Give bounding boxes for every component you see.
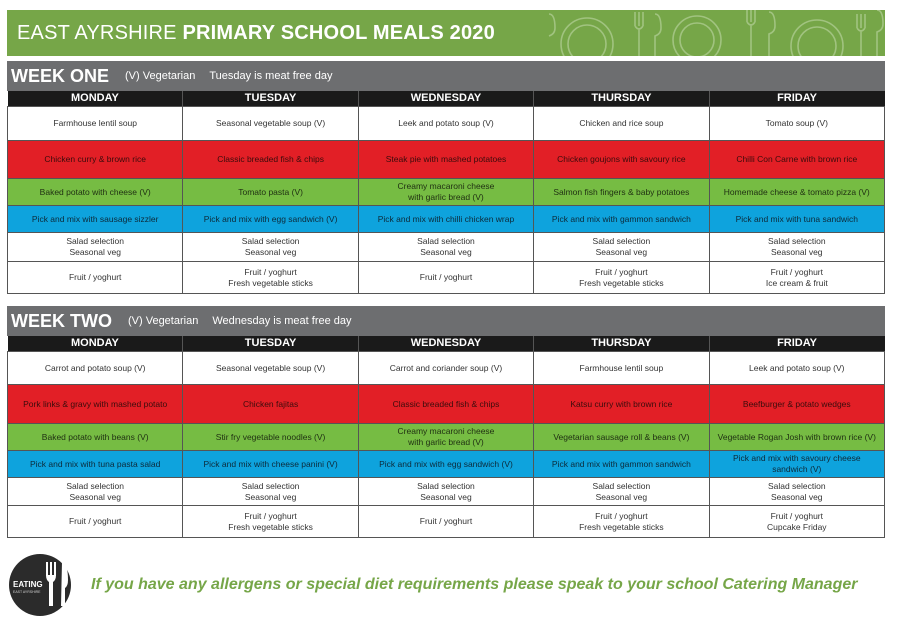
day-header-wednesday: WEDNESDAY [358,91,533,107]
menu-item-text: Farmhouse lentil soup [53,118,138,128]
menu-item-tuesday [183,141,358,179]
menu-row [8,179,885,206]
logo-subtext: EAST AYRSHIRE [13,590,41,594]
menu-item-text: Chicken fajitas [242,398,299,409]
day-header-tuesday: TUESDAY [183,336,358,352]
menu-item-monday [8,107,183,141]
menu-row [8,141,885,179]
menu-item-text: Seasonal veg [420,247,472,257]
menu-row [8,233,885,262]
menu-item-text: Salad selection [417,480,475,491]
menu-item-friday [709,424,884,451]
menu-item-text: Vegetable Rogan Josh with brown rice (V) [717,431,876,442]
menu-item-text: Chilli Con Carne with brown rice [736,154,858,164]
menu-item-tuesday [183,206,358,233]
menu-item-text: Vegetarian sausage roll & beans (V) [553,431,690,442]
week-two-menu-table [7,336,885,538]
menu-item-text: Pick and mix with tuna pasta salad [29,458,161,469]
menu-item-text: Farmhouse lentil soup [579,362,664,373]
menu-item-text: Fruit / yoghurt [244,266,297,277]
menu-row [8,107,885,141]
menu-item-friday [709,385,884,424]
menu-item-text: Salad selection [241,236,300,246]
vegetarian-key: (V) Vegetarian [125,70,196,82]
menu-item-text: Baked potato with beans (V) [41,431,149,442]
menu-item-friday [709,506,884,538]
menu-item-text: Pick and mix with gammon sandwich [551,213,691,224]
menu-item-tuesday [183,506,358,538]
menu-item-text: Salad selection [66,236,125,246]
menu-item-text: Fruit / yoghurt [770,510,823,521]
day-header-tuesday: TUESDAY [183,91,358,107]
meat-free-note: Tuesday is meat free day [209,70,333,82]
menu-item-text: Pork links & gravy with mashed potato [23,398,168,409]
menu-row [8,352,885,385]
menu-item-monday [8,179,183,206]
menu-item-text: Salmon fish fingers & baby potatoes [553,186,690,197]
day-header-friday: FRIDAY [709,91,884,107]
menu-item-text: Fresh vegetable sticks [579,521,664,532]
menu-item-text: Fruit / yoghurt [244,510,297,521]
menu-item-friday [709,206,884,233]
menu-item-friday [709,478,884,506]
week-title: WEEK ONE [11,65,110,86]
week-one-section [7,61,885,294]
menu-item-text: Seasonal veg [420,491,472,502]
menu-item-text: Salad selection [241,480,300,491]
menu-item-thursday [534,206,709,233]
week-one-menu-table [7,91,885,294]
menu-row [8,506,885,538]
menu-item-text: Steak pie with mashed potatoes [385,154,507,164]
menu-item-thursday [534,107,709,141]
menu-item-text: Classic breaded fish & chips [392,398,500,409]
menu-item-text: Fruit / yoghurt [595,510,648,521]
page-title-bold: PRIMARY SCHOOL MEALS 2020 [182,22,495,44]
menu-item-text: Fruit / yoghurt [68,516,122,526]
menu-item-text: Fresh vegetable sticks [228,277,313,288]
menu-item-wednesday [358,262,533,294]
menu-item-thursday [534,478,709,506]
menu-item-text: Seasonal veg [244,247,297,257]
menu-item-friday [709,262,884,294]
menu-item-text: Fruit / yoghurt [419,272,473,282]
menu-item-text: sandwich (V) [772,464,822,474]
allergen-notice: If you have any allergens or special diet requirements please speak to your school Catering Manager [91,576,858,593]
menu-item-thursday [534,424,709,451]
menu-item-text: Fresh vegetable sticks [228,521,313,532]
menu-item-tuesday [183,352,358,385]
menu-item-wednesday [358,352,533,385]
menu-item-thursday [534,179,709,206]
menu-item-text: Chicken and rice soup [579,118,664,128]
menu-item-text: Ice cream & fruit [765,277,828,288]
menu-item-tuesday [183,424,358,451]
menu-item-monday [8,141,183,179]
menu-item-monday [8,385,183,424]
header-banner [7,10,885,56]
menu-item-monday [8,352,183,385]
menu-item-wednesday [358,424,533,451]
menu-item-friday [709,451,884,478]
week-header [7,61,885,91]
menu-item-text: Seasonal veg [595,247,648,257]
menu-item-thursday [534,385,709,424]
menu-item-friday [709,179,884,206]
menu-row [8,424,885,451]
meat-free-note: Wednesday is meat free day [212,315,352,327]
menu-row [8,385,885,424]
menu-item-text: Creamy macaroni cheese [397,426,495,436]
logo-text: EATING [13,580,43,589]
menu-item-thursday [534,352,709,385]
menu-row [8,478,885,506]
menu-item-text: Leek and potato soup (V) [749,362,845,373]
week-title: WEEK TWO [11,310,112,331]
week-header [7,306,885,336]
menu-item-text: Homemade cheese & tomato pizza (V) [723,186,870,197]
menu-item-text: Fresh vegetable sticks [579,277,664,288]
menu-item-wednesday [358,179,533,206]
menu-item-wednesday [358,451,533,478]
menu-item-monday [8,451,183,478]
menu-item-thursday [534,451,709,478]
menu-item-text: with garlic bread (V) [408,437,484,447]
menu-item-text: Creamy macaroni cheese [397,181,495,191]
vegetarian-key: (V) Vegetarian [128,315,199,327]
menu-item-text: Seasonal vegetable soup (V) [216,118,326,128]
cutlery-pattern-icon [547,10,885,56]
day-header-row [8,336,885,352]
menu-item-tuesday [183,233,358,262]
menu-item-text: Fruit / yoghurt [419,516,473,526]
day-header-monday: MONDAY [8,336,183,352]
menu-item-text: Tomato soup (V) [765,118,828,128]
menu-item-text: Salad selection [66,480,125,491]
menu-item-text: Chicken curry & brown rice [44,154,146,164]
day-header-monday: MONDAY [8,91,183,107]
menu-item-text: Fruit / yoghurt [770,266,823,277]
menu-item-friday [709,141,884,179]
menu-item-text: Stir fry vegetable noodles (V) [215,431,326,442]
menu-item-text: Pick and mix with cheese panini (V) [203,458,338,469]
menu-item-text: Salad selection [592,236,651,246]
menu-item-monday [8,233,183,262]
menu-item-text: Salad selection [592,480,651,491]
menu-item-thursday [534,233,709,262]
menu-item-monday [8,206,183,233]
menu-item-text: Baked potato with cheese (V) [39,186,151,197]
menu-item-friday [709,107,884,141]
menu-item-text: Fruit / yoghurt [68,272,122,282]
menu-item-monday [8,424,183,451]
menu-row [8,262,885,294]
menu-item-thursday [534,262,709,294]
menu-item-text: Chicken goujons with savoury rice [557,154,686,164]
menu-item-text: Carrot and coriander soup (V) [389,362,503,373]
menu-item-text: Cupcake Friday [767,521,827,532]
page-title-regular: EAST AYRSHIRE [17,22,183,44]
menu-item-text: Pick and mix with sausage sizzler [31,213,159,224]
menu-item-tuesday [183,107,358,141]
menu-item-monday [8,506,183,538]
menu-item-text: Beefburger & potato wedges [742,398,851,409]
menu-item-wednesday [358,107,533,141]
menu-item-tuesday [183,451,358,478]
menu-item-text: Tomato pasta (V) [238,186,303,197]
day-header-row [8,91,885,107]
week-two-section [7,306,885,538]
menu-item-text: Fruit / yoghurt [595,266,648,277]
menu-item-text: Salad selection [417,236,475,246]
menu-item-thursday [534,141,709,179]
menu-item-text: Pick and mix with tuna sandwich [735,213,858,224]
menu-item-text: Seasonal veg [69,491,121,502]
menu-item-wednesday [358,206,533,233]
menu-item-text: Pick and mix with egg sandwich (V) [379,458,513,469]
menu-item-wednesday [358,506,533,538]
day-header-thursday: THURSDAY [534,336,709,352]
menu-item-text: Leek and potato soup (V) [398,118,494,128]
menu-item-tuesday [183,179,358,206]
menu-item-text: Carrot and potato soup (V) [44,362,146,373]
menu-item-wednesday [358,141,533,179]
menu-item-tuesday [183,478,358,506]
menu-item-text: Seasonal veg [69,247,121,257]
page-title [17,22,495,45]
menu-item-monday [8,262,183,294]
menu-item-tuesday [183,385,358,424]
menu-item-thursday [534,506,709,538]
menu-item-wednesday [358,233,533,262]
menu-item-tuesday [183,262,358,294]
day-header-wednesday: WEDNESDAY [358,336,533,352]
eating-east-ayrshire-logo [7,552,77,618]
menu-item-text: Pick and mix with chilli chicken wrap [377,213,515,224]
menu-item-friday [709,352,884,385]
day-header-friday: FRIDAY [709,336,884,352]
menu-item-wednesday [358,478,533,506]
menu-item-text: Katsu curry with brown rice [570,398,673,409]
menu-item-friday [709,233,884,262]
menu-item-text: Classic breaded fish & chips [217,154,324,164]
menu-item-text: Seasonal veg [595,491,648,502]
menu-item-text: Salad selection [767,480,826,491]
day-header-thursday: THURSDAY [534,91,709,107]
menu-item-text: Seasonal veg [771,491,823,502]
menu-item-text: Pick and mix with egg sandwich (V) [203,213,338,224]
menu-item-text: Seasonal vegetable soup (V) [216,362,326,373]
menu-item-text: Seasonal veg [771,247,823,257]
menu-item-monday [8,478,183,506]
menu-row [8,451,885,478]
menu-item-text: Seasonal veg [244,491,297,502]
menu-item-text: with garlic bread (V) [408,192,484,202]
menu-row [8,206,885,233]
menu-item-text: Pick and mix with savoury cheese [733,453,861,463]
menu-item-text: Salad selection [767,236,826,246]
menu-item-wednesday [358,385,533,424]
menu-item-text: Pick and mix with gammon sandwich [551,458,691,469]
